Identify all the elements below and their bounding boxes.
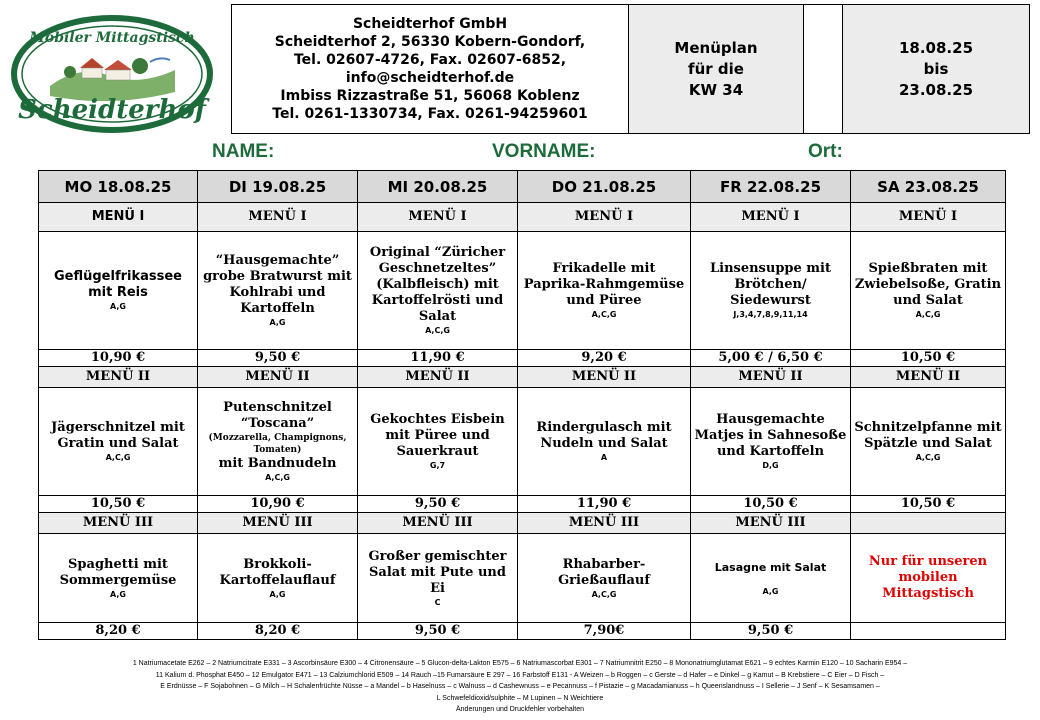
svg-text:Scheidterhof: Scheidterhof xyxy=(18,95,206,125)
price: 10,50 € xyxy=(851,350,1006,367)
dish-cell xyxy=(358,388,518,496)
menu-label: MENÜ I xyxy=(198,203,358,232)
allergen-codes: D,G xyxy=(762,461,779,470)
dish-row xyxy=(39,534,1006,623)
allergen-codes: A,C,G xyxy=(915,453,941,462)
allergen-codes: A,C,G xyxy=(591,589,617,599)
dish-cell xyxy=(691,232,851,350)
price-row xyxy=(39,623,1006,640)
price-row xyxy=(39,496,1006,513)
dish-name: Hausgemachte Matjes in Sahnesoße und Kartoffeln xyxy=(694,412,847,459)
price: 7,90€ xyxy=(518,623,691,640)
day-header: FR 22.08.25 xyxy=(691,171,851,203)
company-email: info@scheidterhof.de xyxy=(345,70,515,86)
allergen-codes: A,C,G xyxy=(915,310,941,319)
saturday-note: Nur für unseren mobilen Mittagstisch xyxy=(868,554,988,601)
day-header: MO 18.08.25 xyxy=(39,171,198,203)
dish-name: Schnitzelpfanne mit Spätzle und Salat xyxy=(854,420,1002,451)
imbiss-address: Imbiss Rizzastraße 51, 56068 Koblenz xyxy=(280,88,580,104)
logo-graphic xyxy=(10,8,215,136)
menu-label-row xyxy=(39,513,1006,534)
day-header-row xyxy=(39,171,1006,203)
legend-line: L Schwefeldioxid/sulphite – M Lupinen – N Weichtiere xyxy=(436,694,604,702)
price: 10,90 € xyxy=(198,496,358,513)
dish-cell xyxy=(198,232,358,350)
company-info xyxy=(232,5,629,134)
company-phone: Tel. 02607-4726, Fax. 02607-6852, xyxy=(293,52,567,68)
vorname-label: VORNAME: xyxy=(492,141,596,162)
allergen-codes: A,C,G xyxy=(425,326,450,335)
dish-side: mit Bandnudeln xyxy=(218,456,337,471)
allergen-codes: A,C,G xyxy=(265,473,290,482)
menu-plan-label xyxy=(629,5,804,134)
price: 9,50 € xyxy=(198,350,358,367)
dish-name: Lasagne mit Salat xyxy=(714,560,827,574)
dish-cell xyxy=(518,232,691,350)
dish-cell xyxy=(198,534,358,623)
menu-label: MENÜ III xyxy=(691,513,851,534)
dish-note: (Mozzarella, Champignons, Tomaten) xyxy=(208,433,347,455)
day-header: MI 20.08.25 xyxy=(358,171,518,203)
date-to: 23.08.25 xyxy=(898,80,974,99)
dish-name: Original “Züricher Geschnetzeltes” (Kalbfleisch) mit Kartoffelrösti und Salat xyxy=(369,245,506,324)
menu-label-row xyxy=(39,367,1006,388)
price: 10,50 € xyxy=(691,496,851,513)
company-logo xyxy=(10,8,215,136)
price: 10,50 € xyxy=(39,496,198,513)
price: 10,50 € xyxy=(851,496,1006,513)
menu-label-empty xyxy=(851,513,1006,534)
header-table xyxy=(231,4,1030,134)
allergen-codes: C xyxy=(434,597,441,607)
allergen-codes: J,3,4,7,8,9,11,14 xyxy=(733,310,808,319)
day-header: SA 23.08.25 xyxy=(851,171,1006,203)
price xyxy=(851,623,1006,640)
menu-label: MENÜ II xyxy=(358,367,518,388)
disclaimer: Änderungen und Druckfehler vorbehalten xyxy=(455,706,585,713)
dish-name: Rhabarber-Grießauflauf xyxy=(558,556,650,588)
legend-line: 1 Natriumacetate E262 – 2 Natriumcitrate E331 – 3 Ascorbinsäure E300 – 4 Citronensäure – 5 Glucon-delta-Lakton E575 – 6 Natriumascorbat E301 – 7 Natriumnitrit E250 – 8 Mononatriumglutamat E621 – 9 echtes Karmin E120 – 10 Sacharin E954 – xyxy=(132,660,908,667)
price: 11,90 € xyxy=(358,350,518,367)
dish-name: Frikadelle mit Paprika-Rahmgemüse und Püree xyxy=(523,261,685,308)
price: 9,50 € xyxy=(358,623,518,640)
menu-label: MENÜ III xyxy=(518,513,691,534)
allergen-codes: A,G xyxy=(762,586,779,596)
ort-label: Ort: xyxy=(808,141,843,162)
menu-label: MENÜ II xyxy=(198,367,358,388)
date-range xyxy=(843,5,1030,134)
day-header: DO 21.08.25 xyxy=(518,171,691,203)
price: 10,90 € xyxy=(39,350,198,367)
price: 9,50 € xyxy=(358,496,518,513)
dish-cell xyxy=(39,534,198,623)
price: 8,20 € xyxy=(39,623,198,640)
dish-name: Brokkoli-Kartoffelauflauf xyxy=(219,556,336,588)
saturday-note-cell xyxy=(851,534,1006,623)
dish-cell xyxy=(851,388,1006,496)
date-separator: bis xyxy=(923,59,949,78)
menu-label: MENÜ I xyxy=(518,203,691,232)
menu-table xyxy=(38,170,1006,640)
day-header: DI 19.08.25 xyxy=(198,171,358,203)
allergen-codes: A,G xyxy=(110,302,126,311)
menu-label: MENÜ II xyxy=(851,367,1006,388)
dish-name: Linsensuppe mit Brötchen/ Siedewurst xyxy=(709,261,832,308)
imbiss-phone: Tel. 0261-1330734, Fax. 0261-94259601 xyxy=(272,106,588,122)
menu-label: MENÜ I xyxy=(358,203,518,232)
dish-name: Jägerschnitzel mit Gratin und Salat xyxy=(51,420,185,451)
dish-cell xyxy=(851,232,1006,350)
dish-cell xyxy=(358,534,518,623)
legend-line: E Erdnüsse – F Sojabohnen – G Milch – H Schalenfrüchte Nüsse – a Mandel – b Haselnuss – c Walnuss – d Cashewnuss – e Pecannuss – f Pistazie – g Macadamianuss – h Queenslandnuss – I Sellerie – J Senf – K Sesamsamen – xyxy=(160,683,880,690)
dish-name: Putenschnitzel “Toscana” xyxy=(223,400,332,431)
company-address: Scheidterhof 2, 56330 Kobern-Gondorf, xyxy=(274,34,586,50)
price-row xyxy=(39,350,1006,367)
dish-name: Rindergulasch mit Nudeln und Salat xyxy=(536,420,672,451)
dish-row xyxy=(39,232,1006,350)
allergen-codes: A,G xyxy=(269,318,286,327)
date-from: 18.08.25 xyxy=(898,38,974,57)
company-name: Scheidterhof GmbH xyxy=(352,16,508,32)
dish-name: “Hausgemachte” grobe Bratwurst mit Kohlrabi und Kartoffeln xyxy=(203,253,352,316)
dish-name: Geflügelfrikassee mit Reis xyxy=(53,269,182,300)
allergen-codes: A,G xyxy=(269,589,286,599)
price: 5,00 € / 6,50 € xyxy=(691,350,851,367)
menu-label: MENÜ II xyxy=(518,367,691,388)
price: 8,20 € xyxy=(198,623,358,640)
menu-label: MENÜ I xyxy=(691,203,851,232)
order-form-fields xyxy=(0,141,1040,163)
price: 9,20 € xyxy=(518,350,691,367)
menu-label-row xyxy=(39,203,1006,232)
menu-label: MENÜ III xyxy=(358,513,518,534)
dish-cell xyxy=(518,534,691,623)
price: 9,50 € xyxy=(691,623,851,640)
dish-row xyxy=(39,388,1006,496)
menu-label: MENÜ II xyxy=(691,367,851,388)
legend-line: 11 Kalium d. Phosphat E450 – 12 Emulgator E471 – 13 Calziumchlorid E509 – 14 Rauch –15 Fumarsäure E 297 – 16 Farbstoff E131 - A Weizen – b Roggen – c Gerste – d Hafer – e Dinkel – g Kamut – B Krebstiere – C Eier – D Fisch – xyxy=(155,671,885,679)
menu-label: MENÜ III xyxy=(198,513,358,534)
dish-name: Spaghetti mit Sommergemüse xyxy=(59,556,177,588)
menu-label: MENÜ I xyxy=(851,203,1006,232)
menu-label: MENÜ I xyxy=(39,203,198,232)
allergen-codes: A,G xyxy=(110,589,126,599)
price: 11,90 € xyxy=(518,496,691,513)
dish-cell xyxy=(691,534,851,623)
dish-name: Gekochtes Eisbein mit Püree und Sauerkraut xyxy=(370,412,505,459)
allergen-codes: G,7 xyxy=(429,461,446,470)
dish-cell xyxy=(198,388,358,496)
plan-line: für die xyxy=(688,59,744,78)
allergen-codes: A xyxy=(600,453,608,462)
calendar-week: KW 34 xyxy=(688,80,744,99)
dish-cell xyxy=(691,388,851,496)
menu-label: MENÜ III xyxy=(39,513,198,534)
dish-cell xyxy=(39,232,198,350)
allergen-codes: A,C,G xyxy=(591,310,617,319)
name-label: NAME: xyxy=(212,141,275,162)
dish-name: Großer gemischter Salat mit Pute und Ei xyxy=(368,548,507,596)
svg-text:Mobiler Mittagstisch: Mobiler Mittagstisch xyxy=(29,30,195,46)
dish-cell xyxy=(518,388,691,496)
allergen-codes: A,C,G xyxy=(105,453,131,462)
dish-name: Spießbraten mit Zwiebelsoße, Gratin und Salat xyxy=(854,261,1002,308)
dish-cell xyxy=(358,232,518,350)
plan-line: Menüplan xyxy=(674,38,758,57)
blank-cell xyxy=(804,5,843,134)
menu-label: MENÜ II xyxy=(39,367,198,388)
dish-cell xyxy=(39,388,198,496)
additives-legend xyxy=(0,658,1040,716)
